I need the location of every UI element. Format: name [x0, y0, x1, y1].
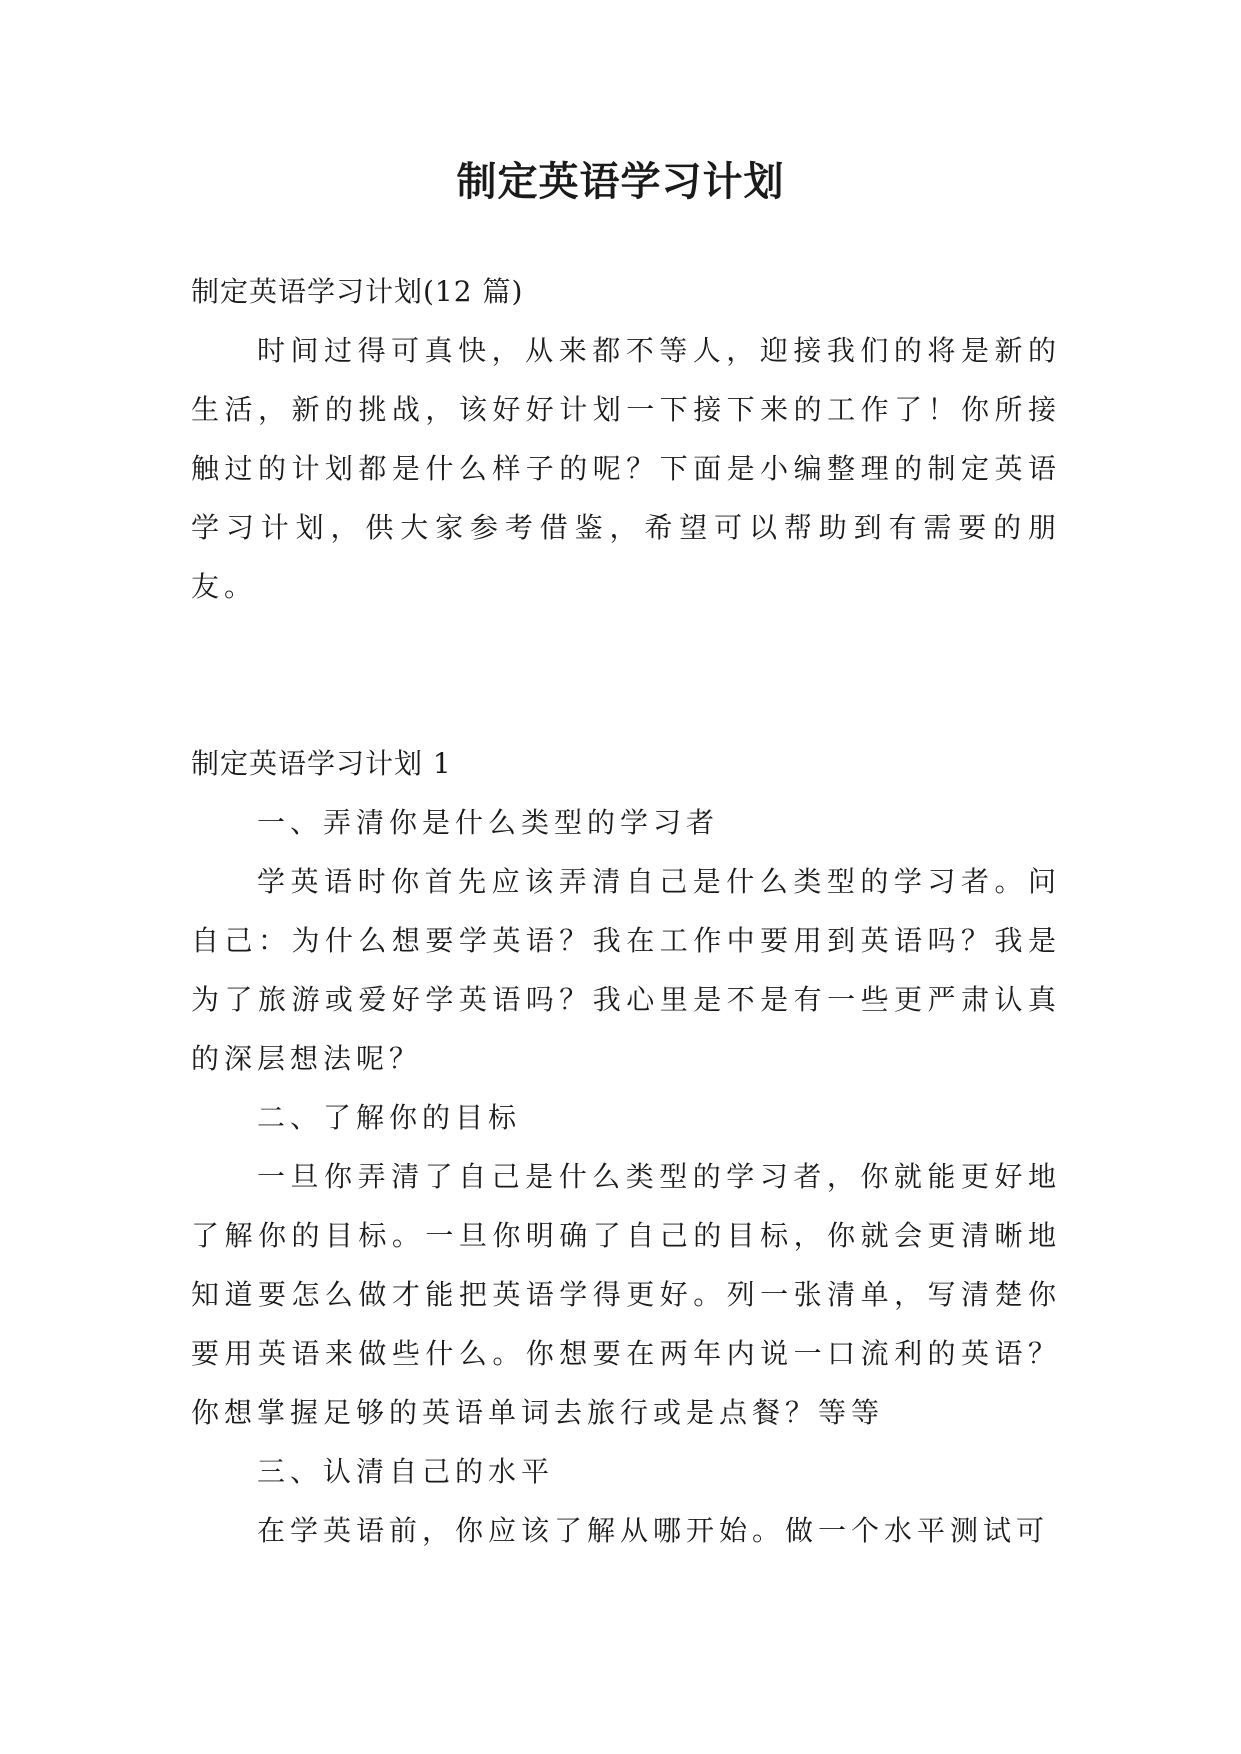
point2-body: 一旦你弄清了自己是什么类型的学习者，你就能更好地了解你的目标。一旦你明确了自己的目标，你就会更清晰地知道要怎么做才能把英语学得更好。列一张清单，写清楚你要用英语来做些什么。你想要在两年内说一口流利的英语？你想掌握足够的英语单词去旅行或是点餐？等等: [191, 1160, 1061, 1429]
point3-body: 在学英语前，你应该了解从哪开始。做一个水平测试可: [257, 1514, 1050, 1547]
intro-heading: 制定英语学习计划(12 篇): [191, 275, 524, 308]
point1-title: 一、弄清你是什么类型的学习者: [257, 806, 720, 839]
point3-title: 三、认清自己的水平: [257, 1455, 555, 1488]
section-spacer: [191, 616, 1061, 734]
document-title: 制定英语学习计划: [456, 158, 785, 205]
point2-title: 二、了解你的目标: [257, 1101, 522, 1134]
section-heading: 制定英语学习计划 1: [191, 747, 452, 780]
point1-body: 学英语时你首先应该弄清自己是什么类型的学习者。问自己：为什么想要学英语？我在工作中要用到英语吗？我是为了旅游或爱好学英语吗？我心里是不是有一些更严肃认真的深层想法呢？: [191, 865, 1061, 1075]
intro-paragraph: 时间过得可真快，从来都不等人，迎接我们的将是新的生活，新的挑战，该好好计划一下接下来的工作了！你所接触过的计划都是什么样子的呢？下面是小编整理的制定英语学习计划，供大家参考借鉴，希望可以帮助到有需要的朋友。: [191, 334, 1061, 603]
document-body: [191, 262, 1061, 1560]
